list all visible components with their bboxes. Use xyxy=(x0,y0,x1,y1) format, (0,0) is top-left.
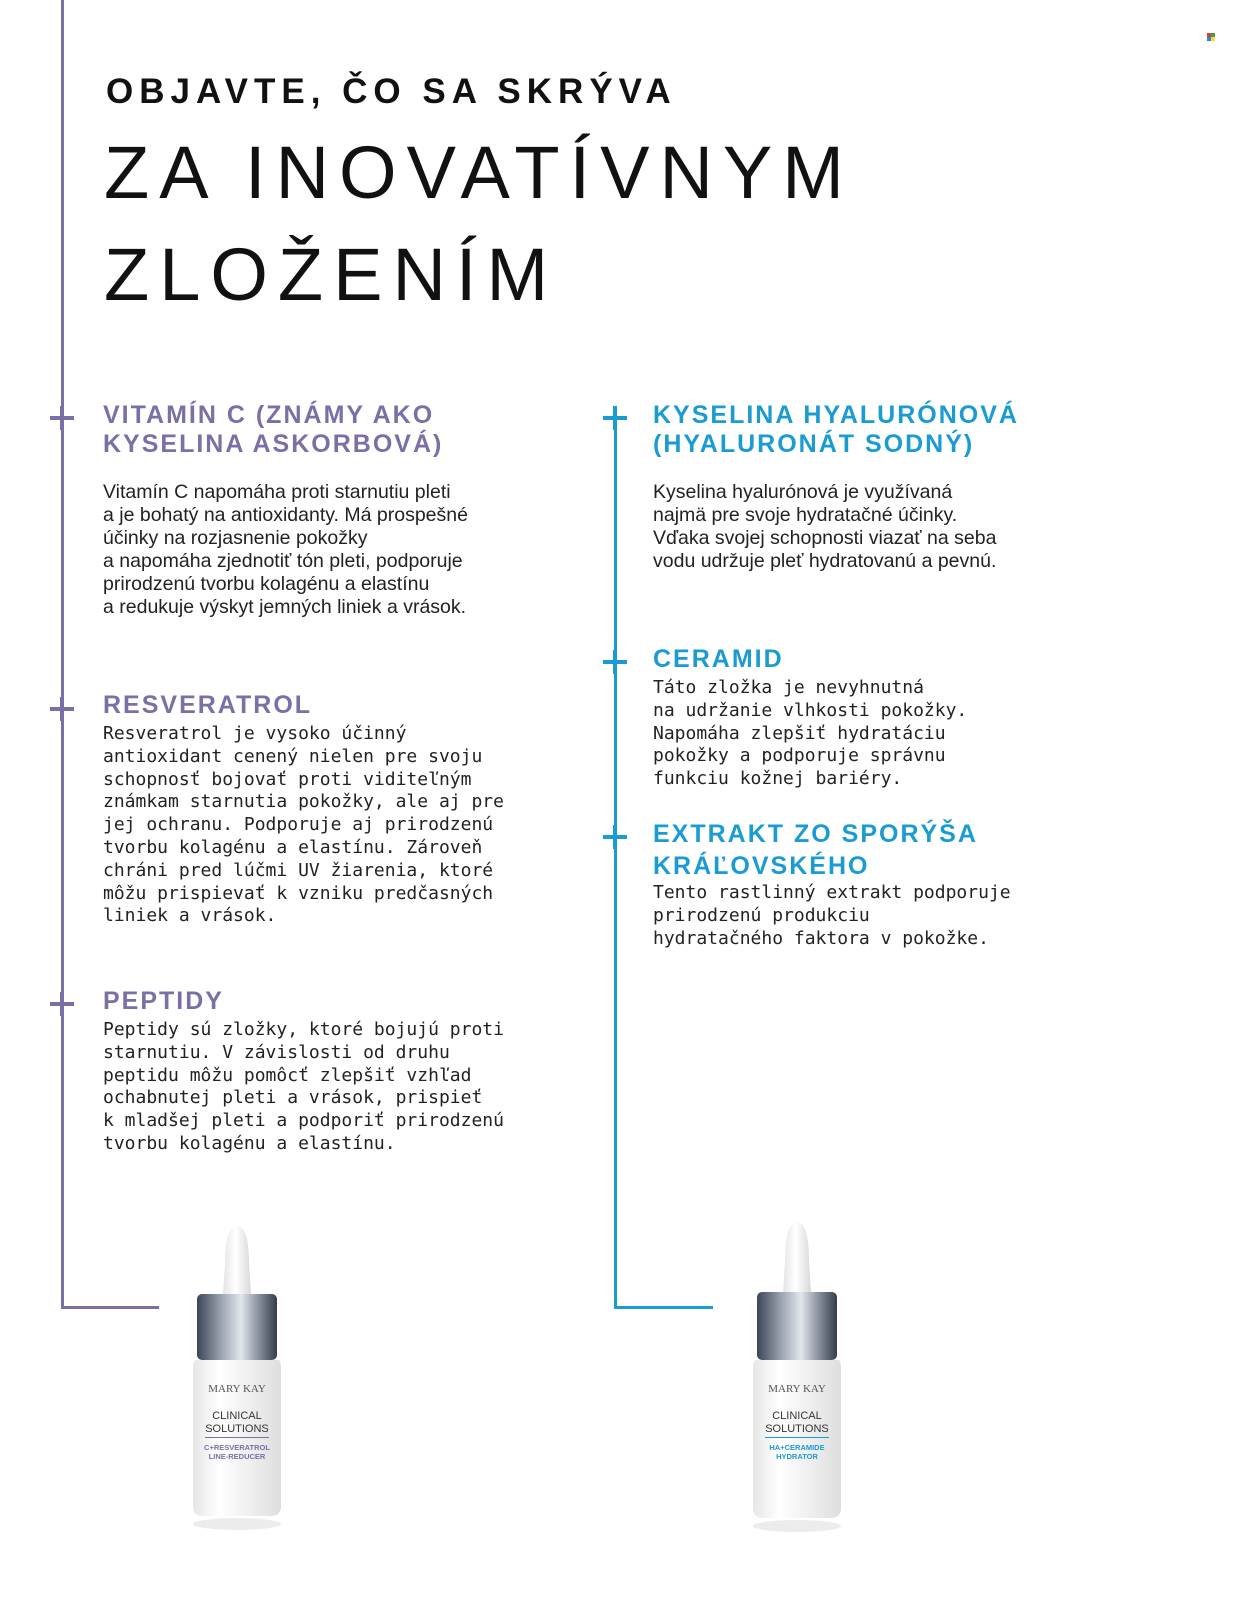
product-line-1: CLINICAL xyxy=(772,1410,822,1422)
section-heading-ceramid: CERAMID xyxy=(653,645,784,673)
product-name-1: C+RESVERATROL xyxy=(204,1443,270,1452)
section-body-resveratrol: Resveratrol je vysoko účinný antioxidant cenený nielen pre svoju schopnosť bojovať proti viditeľným známkam starnutia pokožky, ale aj pre jej ochranu. Podporuje aj prirodzenú tvorbu kolagénu a elastínu. Zároveň chráni pred lúčmi UV žiarenia, ktoré môžu prispievať k vzniku predčasných liniek a vrások. xyxy=(103,723,504,927)
page-title-line-1: ZA INOVATÍVNYM xyxy=(104,131,854,214)
product-brand: MARY KAY xyxy=(208,1383,266,1395)
product-bottle-resveratrol xyxy=(187,1224,287,1564)
page-kicker: OBJAVTE, ČO SA SKRÝVA xyxy=(106,72,677,111)
plus-icon xyxy=(50,992,74,1016)
product-line-2: SOLUTIONS xyxy=(205,1423,269,1435)
bottle-cap xyxy=(757,1292,837,1360)
right-timeline-foot xyxy=(614,1306,713,1309)
section-body-sporys-extract: Tento rastlinný extrakt podporuje prirodzenú produkciu hydratačného faktora v pokožke. xyxy=(653,882,1011,949)
left-timeline-line xyxy=(61,0,64,1309)
section-heading-hyaluronic-acid: KYSELINA HYALURÓNOVÁ (HYALURONÁT SODNÝ) xyxy=(653,401,1019,458)
product-line-2: SOLUTIONS xyxy=(765,1423,829,1435)
plus-icon xyxy=(603,650,627,674)
section-heading-peptidy: PEPTIDY xyxy=(103,987,224,1015)
section-body-peptidy: Peptidy sú zložky, ktoré bojujú proti starnutiu. V závislosti od druhu peptidu môžu pomôcť zlepšiť vzhľad ochabnutej pleti a vrások, prispieť k mladšej pleti a podporiť prirodzenú tvorbu kolagénu a elastínu. xyxy=(103,1019,504,1154)
plus-icon xyxy=(50,406,74,430)
plus-icon xyxy=(50,697,74,721)
bottle-shadow xyxy=(753,1520,841,1532)
product-bottle-ceramide xyxy=(747,1220,847,1560)
product-brand: MARY KAY xyxy=(768,1383,826,1395)
section-heading-sporys-extract: EXTRAKT ZO SPORÝŠA KRÁĽOVSKÉHO xyxy=(653,820,978,880)
corner-color-mark xyxy=(1207,33,1215,41)
dropper-bulb xyxy=(223,1226,251,1294)
bottle-shadow xyxy=(193,1518,281,1530)
product-name-1: HA+CERAMIDE xyxy=(769,1443,825,1452)
product-name-2: HYDRATOR xyxy=(776,1452,818,1461)
bottle-cap xyxy=(197,1294,277,1360)
section-body-hyaluronic-acid: Kyselina hyalurónová je využívaná najmä pre svoje hydratačné účinky. Vďaka svojej schopnosti viazať na seba vodu udržuje pleť hydratovanú a pevnú. xyxy=(653,481,997,572)
section-body-ceramid: Táto zložka je nevyhnutná na udržanie vlhkosti pokožky. Napomáha zlepšiť hydratáciu pokožky a podporuje správnu funkciu kožnej bariéry. xyxy=(653,677,968,790)
product-line-1: CLINICAL xyxy=(212,1410,262,1422)
dropper-bulb xyxy=(783,1222,811,1292)
section-heading-resveratrol: RESVERATROL xyxy=(103,691,313,719)
page-title xyxy=(104,122,854,326)
plus-icon xyxy=(603,406,627,430)
section-heading-vitamin-c: VITAMÍN C (ZNÁMY AKO KYSELINA ASKORBOVÁ) xyxy=(103,401,444,458)
page-title-line-2: ZLOŽENÍM xyxy=(104,233,559,316)
label-divider xyxy=(205,1437,269,1438)
left-timeline-foot xyxy=(61,1306,159,1309)
product-name-2: LINE-REDUCER xyxy=(208,1452,266,1461)
label-divider xyxy=(765,1437,829,1438)
section-body-vitamin-c: Vitamín C napomáha proti starnutiu pleti a je bohatý na antioxidanty. Má prospešné účinky na rozjasnenie pokožky a napomáha zjednotiť tón pleti, podporuje prirodzenú tvorbu kolagénu a elastínu a redukuje výskyt jemných liniek a vrások. xyxy=(103,481,468,618)
plus-icon xyxy=(603,825,627,849)
right-timeline-line xyxy=(614,428,617,1309)
